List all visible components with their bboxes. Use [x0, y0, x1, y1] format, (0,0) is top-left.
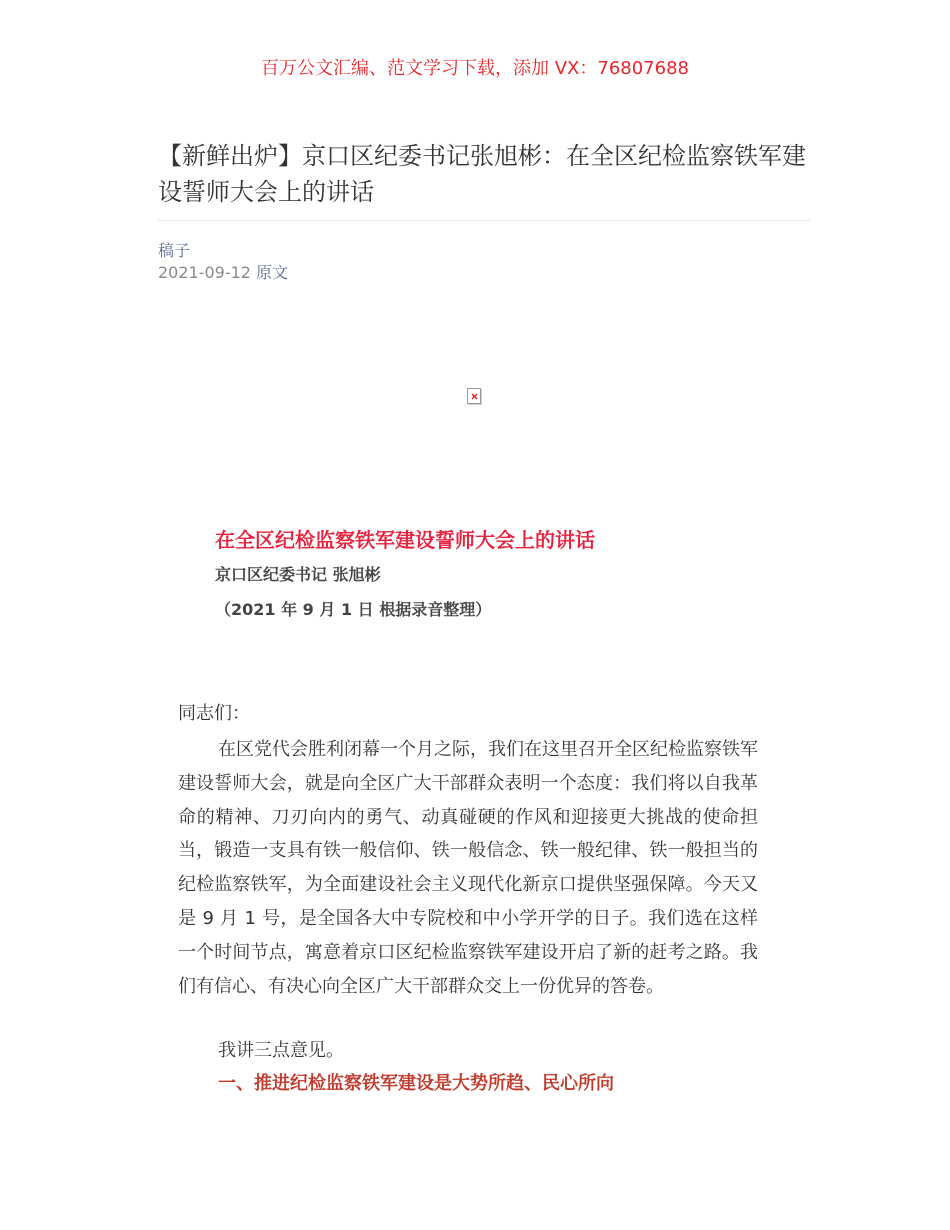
speech-date: （2021 年 9 月 1 日 根据录音整理） — [215, 600, 492, 619]
section-heading: 一、推进纪检监察铁军建设是大势所趋、民心所向 — [218, 1073, 614, 1094]
points-intro: 我讲三点意见。 — [218, 1040, 344, 1061]
title-divider — [158, 220, 810, 221]
body-paragraph: 在区党代会胜利闭幕一个月之际，我们在这里召开全区纪检监察铁军建设誓师大会，就是向全区广大干部群众表明一个态度：我们将以自我革命的精神、刀刃向内的勇气、动真碰硬的作风和迎接更大挑战的使命担当，锻造一支具有铁一般信仰、铁一般信念、铁一般纪律、铁一般担当的纪检监察铁军，为全面建设社会主义现代化新京口提供坚强保障。今天又是 9 月 1 号，是全国各大中专院校和中小学开学的日子。我们选在这样一个时间节点，寓意着京口区纪检监察铁军建设开启了新的赶考之路。我们有信心、有决心向全区广大干部群众交上一份优异的答卷。 — [178, 739, 758, 997]
source-link[interactable]: 原文 — [256, 263, 289, 282]
speech-title: 在全区纪检监察铁军建设誓师大会上的讲话 — [215, 528, 595, 552]
publish-date: 2021-09-12 — [158, 263, 251, 282]
article-meta — [158, 262, 288, 284]
salutation: 同志们： — [178, 703, 250, 724]
promo-banner: 百万公文汇编、范文学习下载，添加 VX：76807688 — [261, 58, 689, 79]
article-author[interactable]: 稿子 — [158, 241, 191, 260]
broken-image-icon — [467, 388, 481, 404]
article-title: 【新鲜出炉】京口区纪委书记张旭彬：在全区纪检监察铁军建设誓师大会上的讲话 — [158, 142, 806, 206]
broken-image-cross-icon — [471, 393, 478, 400]
speech-author: 京口区纪委书记 张旭彬 — [215, 565, 381, 584]
